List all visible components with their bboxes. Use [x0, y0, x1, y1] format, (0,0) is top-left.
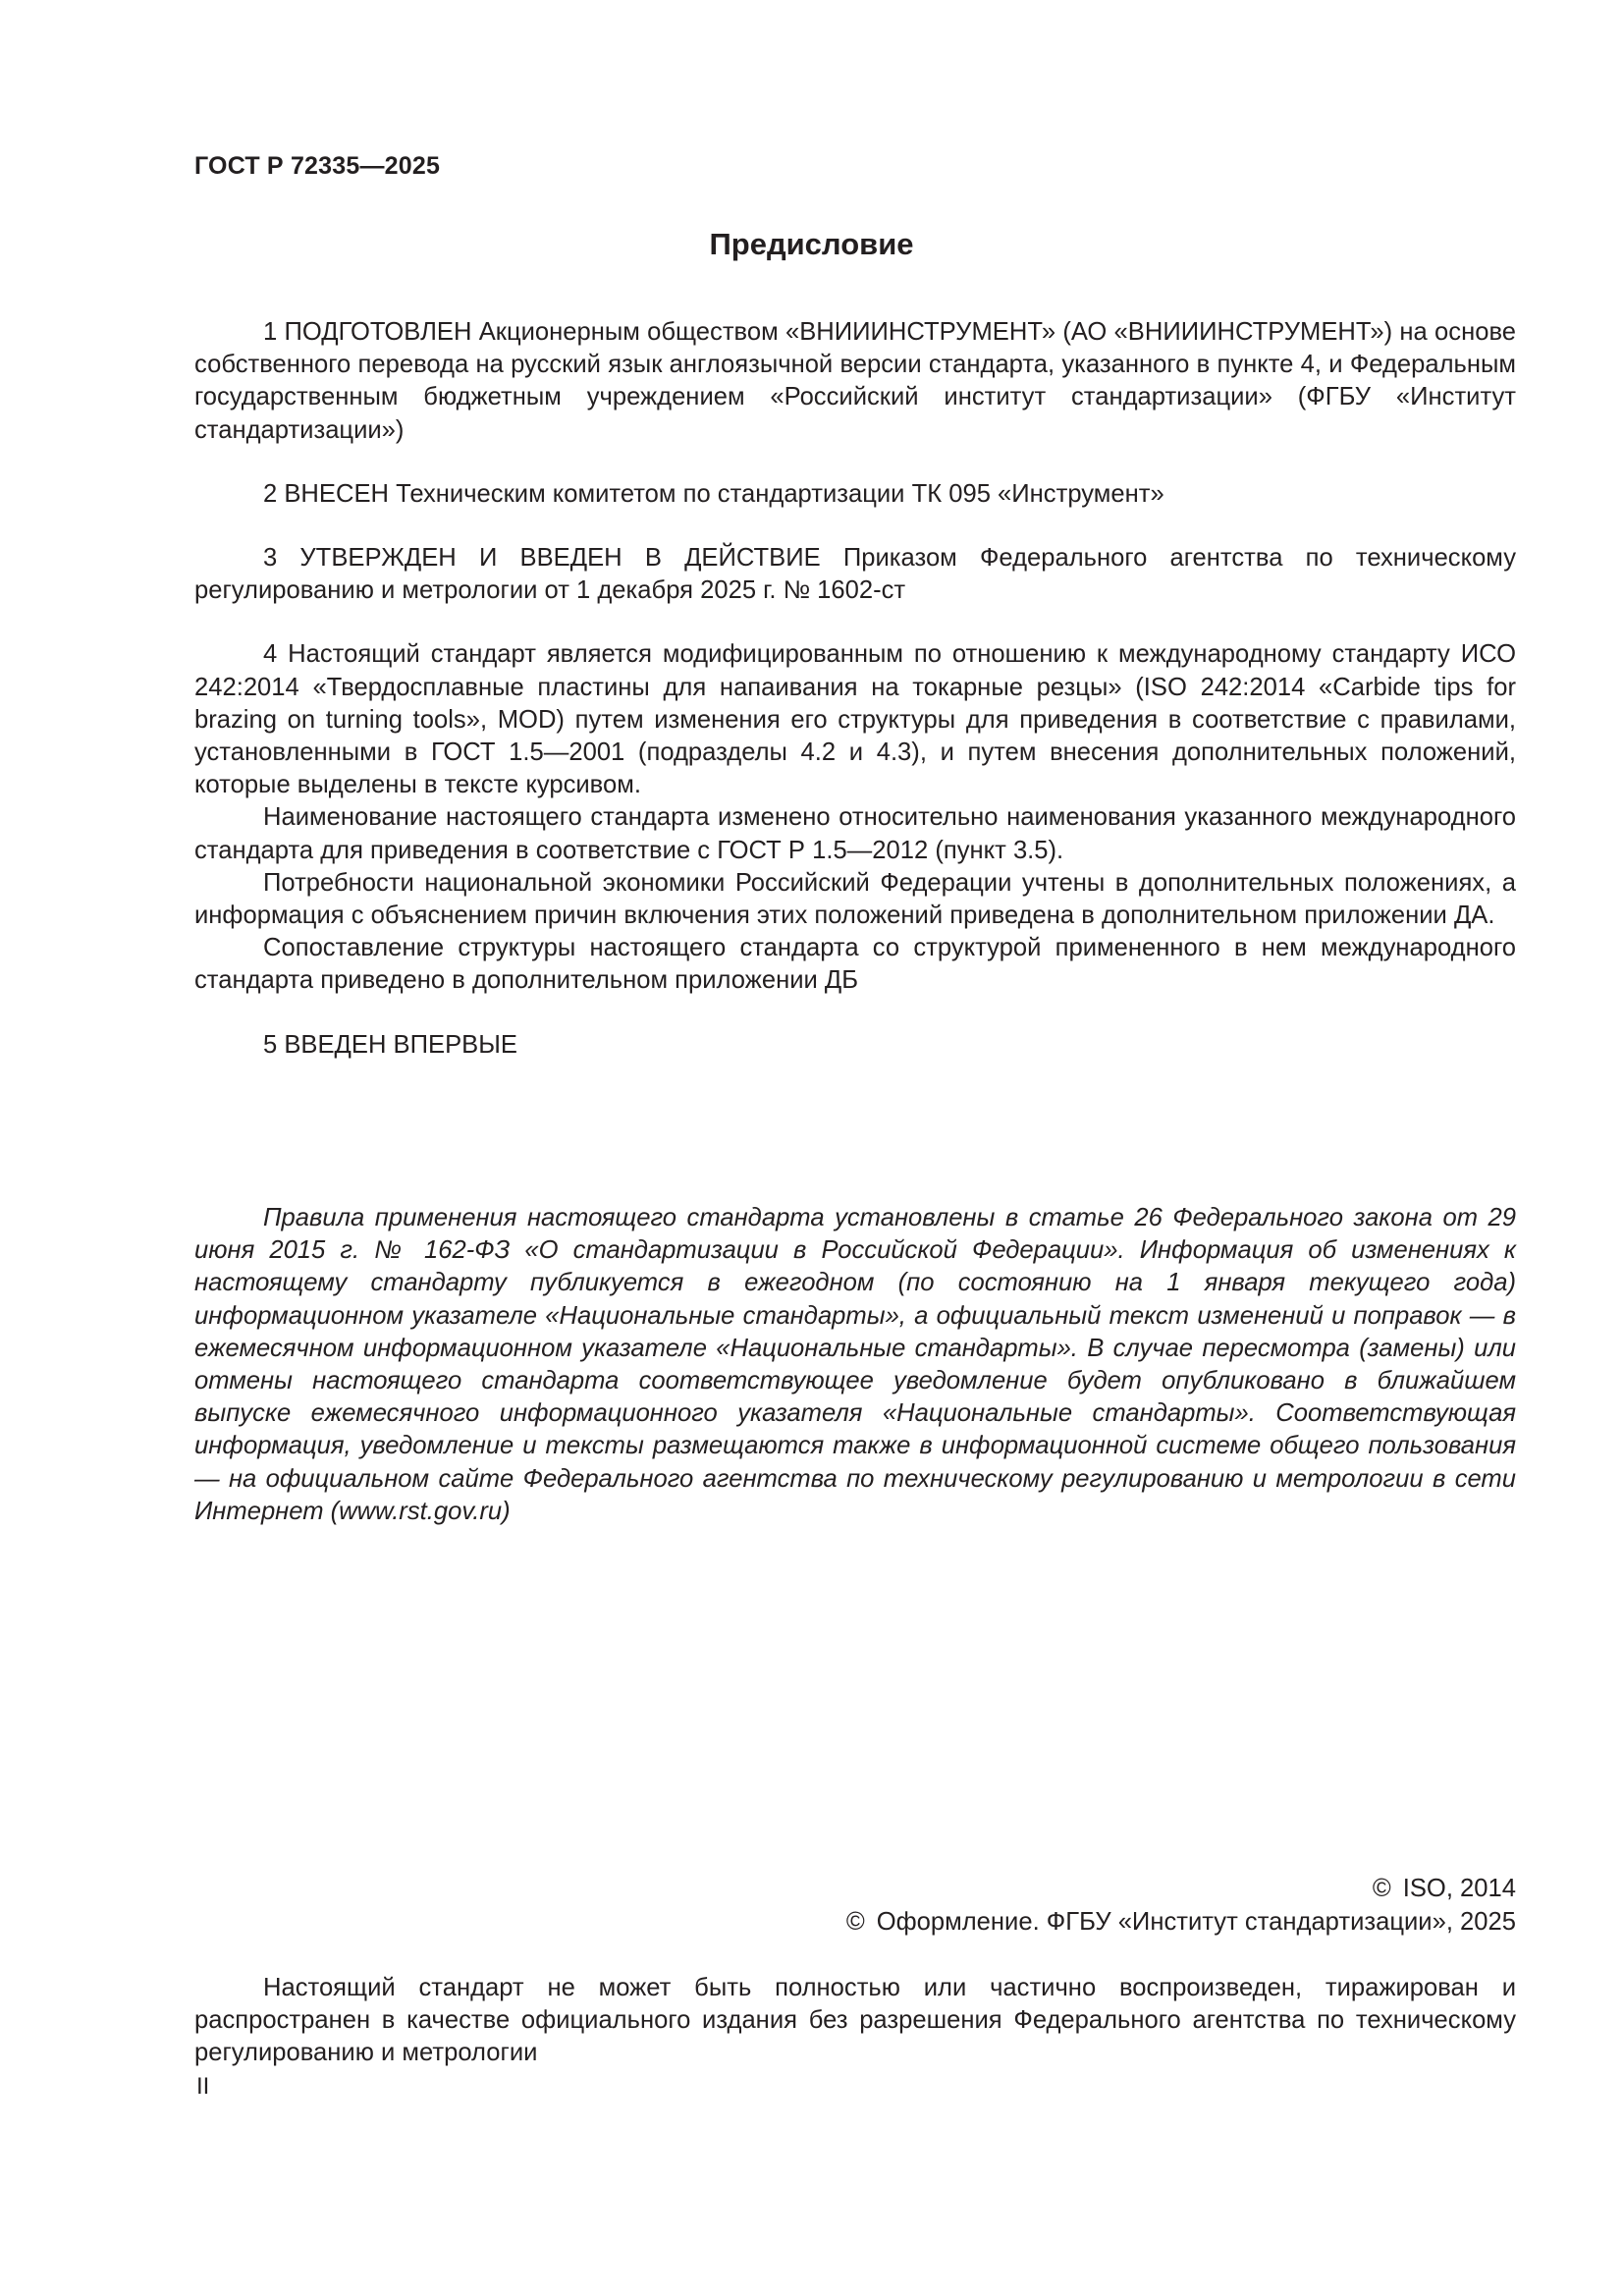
- paragraph-4-economy-note: Потребности национальной экономики Российский Федерации учтены в дополнительных положениях, а информация с объяснением причин включения этих положений приведена в дополнительном приложении ДА.: [194, 868, 1516, 930]
- copyright-icon: ©: [1372, 1875, 1391, 1902]
- paragraph-5: 5 ВВЕДЕН ВПЕРВЫЕ: [263, 1030, 517, 1059]
- copyright-icon: ©: [845, 1907, 865, 1936]
- paragraph-4-title-note: Наименование настоящего стандарта изменено относительно наименования указанного международного стандарта для приведения в соответствие с ГОСТ Р 1.5—2012 (пункт 3.5).: [194, 803, 1516, 864]
- notice-text: Правила применения настоящего стандарта установлены в статье 26 Федерального закона от 29 июня 2015 г. № 162-ФЗ «О стандартизации в Российской Федерации». Информация об изменениях к настоящему стандарту публикуется в ежегодном (по состоянию на 1 января текущего года) информационном указателе «Национальные стандарты», а официальный текст изменений и поправок — в ежемесячном информационном указателе «Национальные стандарты». В случае пересмотра (замены) или отмены настоящего стандарта соответствующее уведомление будет опубликовано в ближайшем выпуске ежемесячного информационного указателя «Национальные стандарты». Соответствующая информация, уведомление и тексты размещаются также в информационной системе общего пользования — на официальном сайте Федерального агентства по техническому регулированию и метрологии в сети Интернет (www.rst.gov.ru): [194, 1204, 1516, 1525]
- paragraph-3: 3 УТВЕРЖДЕН И ВВЕДЕН В ДЕЙСТВИЕ Приказом Федерального агентства по техническому регулированию и метрологии от 1 декабря 2025 г. № 1602-ст: [194, 544, 1516, 605]
- paragraph-4: 4 Настоящий стандарт является модифицированным по отношению к международному стандарту ИСО 242:2014 «Твердосплавные пластины для напаивания на токарные резцы» (ISO 242:2014 «Carbide tips for brazing on turning tools», MOD) путем изменения его структуры для приведения в соответствие с правилами, установленными в ГОСТ 1.5—2001 (подразделы 4.2 и 4.3), и путем внесения дополнительных положений, которые выделены в тексте курсивом.: [194, 640, 1516, 799]
- page-number: II: [196, 2073, 210, 2100]
- page-title: Предисловие: [709, 227, 914, 261]
- copyright-text: ISO, 2014: [1402, 1875, 1516, 1902]
- copyright-text: Оформление. ФГБУ «Институт стандартизации», 2025: [876, 1907, 1516, 1936]
- reproduction-rights: [194, 1972, 1516, 2070]
- application-rules-notice: [194, 1202, 1516, 1528]
- foreword-body: [194, 316, 1516, 1062]
- copyright-line-iso: [846, 1873, 1516, 1906]
- copyright-block: [846, 1873, 1516, 1939]
- rights-text: Настоящий стандарт не может быть полностью или частично воспроизведен, тиражирован и распространен в качестве официального издания без разрешения Федерального агентства по техническому регулированию и метрологии: [194, 1974, 1516, 2067]
- document-code: ГОСТ Р 72335—2025: [194, 152, 441, 180]
- paragraph-1: 1 ПОДГОТОВЛЕН Акционерным обществом «ВНИИИНСТРУМЕНТ» (АО «ВНИИИНСТРУМЕНТ») на основе собственного перевода на русский язык англоязычной версии стандарта, указанного в пункте 4, и Федеральным государственным бюджетным учреждением «Российский институт стандартизации» (ФГБУ «Институт стандартизации»): [194, 318, 1516, 444]
- paragraph-4-structure-note: Сопоставление структуры настоящего стандарта со структурой примененного в нем международного стандарта приведено в дополнительном приложении ДБ: [194, 934, 1516, 995]
- paragraph-2: 2 ВНЕСЕН Техническим комитетом по стандартизации ТК 095 «Инструмент»: [263, 479, 1164, 508]
- copyright-line-design: [846, 1906, 1516, 1940]
